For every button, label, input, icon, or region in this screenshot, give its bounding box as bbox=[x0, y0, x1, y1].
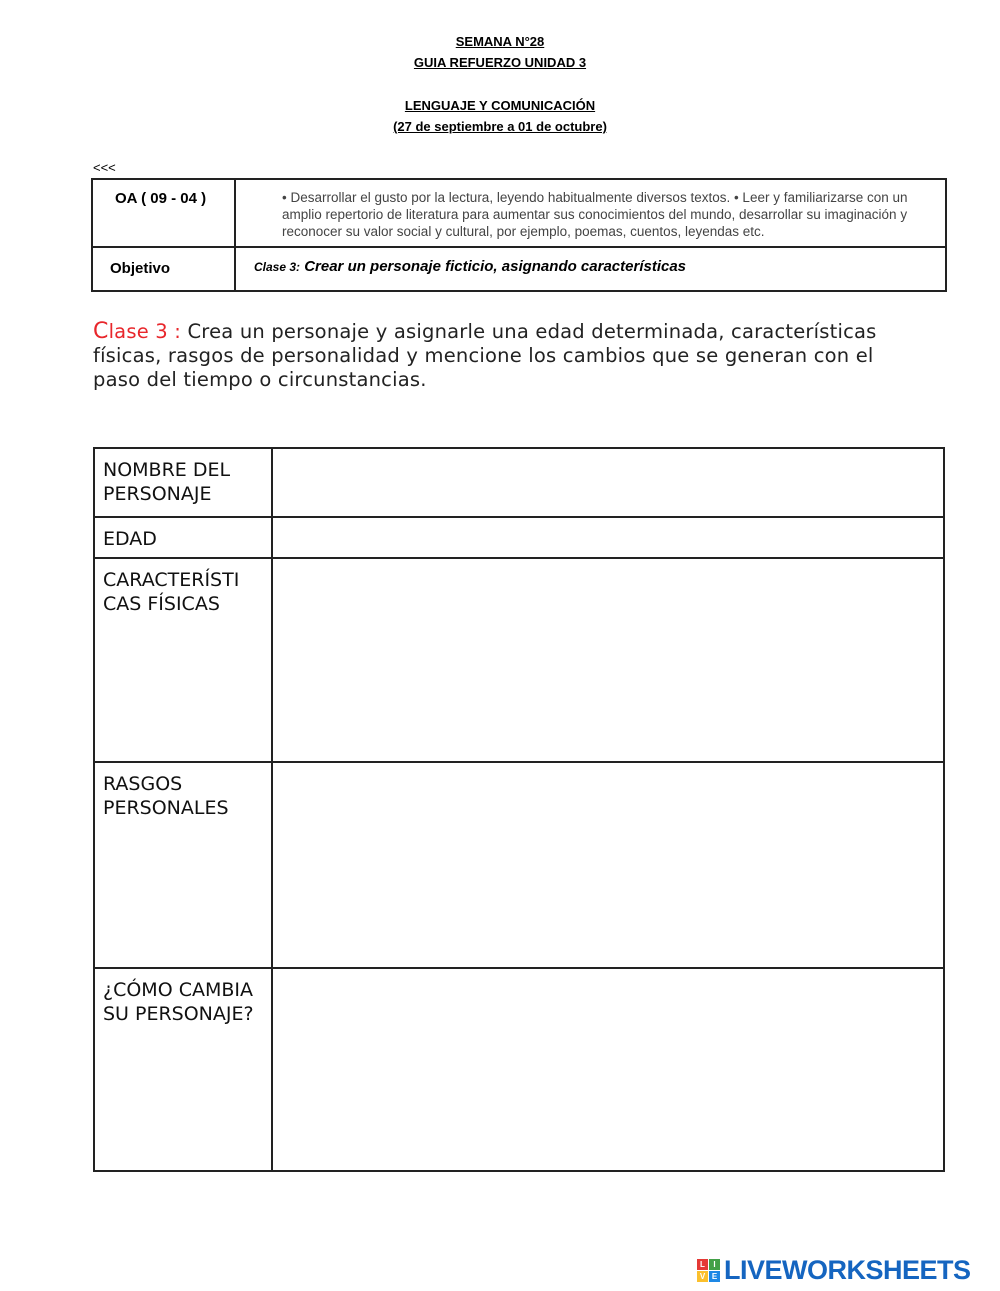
answer-personality[interactable] bbox=[272, 762, 944, 968]
answer-age[interactable] bbox=[272, 517, 944, 558]
objective-text: Crear un personaje ficticio, asignando características bbox=[304, 258, 687, 275]
logo-letter: I bbox=[709, 1259, 720, 1270]
guide-title: GUIA REFUERZO UNIDAD 3 bbox=[413, 55, 587, 70]
oa-code: OA ( 09 - 04 ) bbox=[92, 179, 235, 247]
answer-name[interactable] bbox=[272, 448, 944, 517]
logo-letter: E bbox=[709, 1271, 720, 1282]
row-label-personality: RASGOS PERSONALES bbox=[94, 762, 272, 968]
liveworksheets-icon bbox=[697, 1259, 720, 1282]
objective-label: Objetivo bbox=[92, 247, 235, 291]
week-title: SEMANA N°28 bbox=[455, 34, 545, 49]
logo-text: LIVEWORKSHEETS bbox=[724, 1254, 971, 1285]
logo-letter: L bbox=[697, 1259, 708, 1270]
character-table bbox=[93, 447, 945, 1172]
row-label-physical: CARACTERÍSTI CAS FÍSICAS bbox=[94, 558, 272, 762]
logo-letter: V bbox=[697, 1271, 708, 1282]
objective-prefix: Clase 3: bbox=[254, 260, 301, 274]
answer-physical[interactable] bbox=[272, 558, 944, 762]
objective-cell bbox=[235, 247, 946, 291]
row-label-name: NOMBRE DEL PERSONAJE bbox=[94, 448, 272, 517]
instruction-label: Clase 3 : bbox=[93, 319, 182, 344]
arrows-mark: <<< bbox=[93, 160, 116, 175]
date-range: (27 de septiembre a 01 de octubre) bbox=[393, 119, 607, 134]
instruction-paragraph bbox=[93, 320, 923, 392]
row-label-change: ¿CÓMO CAMBIA SU PERSONAJE? bbox=[94, 968, 272, 1171]
subject-title: LENGUAJE Y COMUNICACIÓN bbox=[404, 98, 596, 113]
answer-change[interactable] bbox=[272, 968, 944, 1171]
liveworksheets-logo bbox=[697, 1254, 971, 1286]
instruction-text: Crea un personaje y asignarle una edad determinada, características físicas, rasgos de personalidad y mencione los cambios que se generan con el paso del tiempo o circunstancias. bbox=[93, 320, 877, 391]
oa-table bbox=[91, 178, 947, 292]
oa-description: • Desarrollar el gusto por la lectura, leyendo habitualmente diversos textos. • Leer y familiarizarse con un amplio repertorio de literatura para aumentar sus conocimientos del mundo, desarrollar su imaginación y reconocer su valor social y cultural, por ejemplo, poemas, cuentos, leyendas etc. bbox=[235, 179, 946, 247]
row-label-age: EDAD bbox=[94, 517, 272, 558]
